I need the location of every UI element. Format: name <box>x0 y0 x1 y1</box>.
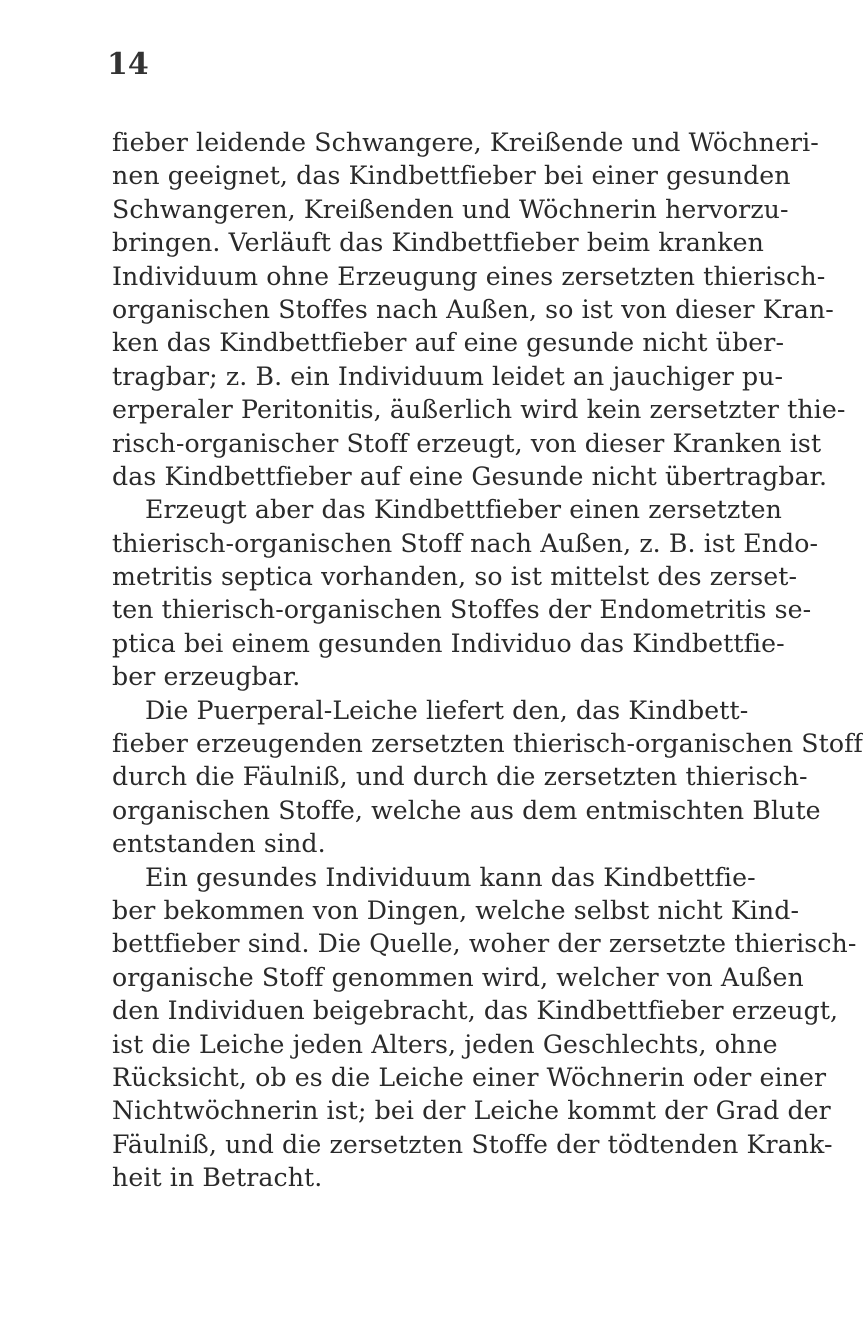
text-line: nen geeignet, das Kindbettfieber bei einer gesunden <box>112 161 791 191</box>
text-line: organischen Stoffe, welche aus dem entmischten Blute <box>112 795 821 825</box>
text-line: Rücksicht, ob es die Leiche einer Wöchnerin oder einer <box>112 1062 827 1092</box>
text-line: das Kindbettfieber auf eine Gesunde nicht übertragbar. <box>112 461 828 491</box>
text-line: ken das Kindbettfieber auf eine gesunde nicht über- <box>112 328 785 358</box>
body-text <box>112 126 863 1195</box>
text-line: risch-organischer Stoff erzeugt, von dieser Kranken ist <box>112 428 822 458</box>
text-line: fieber erzeugenden zersetzten thierisch-organischen Stoff <box>112 729 863 759</box>
text-line: ptica bei einem gesunden Individuo das Kindbettfie- <box>112 628 785 658</box>
text-line: Schwangeren, Kreißenden und Wöchnerin hervorzu- <box>112 194 789 224</box>
text-line: metritis septica vorhanden, so ist mittelst des zerset- <box>112 562 798 592</box>
page-number: 14 <box>107 47 149 82</box>
text-line: organischen Stoffes nach Außen, so ist von dieser Kran- <box>112 294 834 324</box>
text-line: ten thierisch-organischen Stoffes der Endometritis se- <box>112 595 812 625</box>
text-line: Ein gesundes Individuum kann das Kindbettfie- <box>145 862 756 892</box>
text-line: ber bekommen von Dingen, welche selbst nicht Kind- <box>112 895 800 925</box>
text-line: fieber leidende Schwangere, Kreißende und Wöchneri- <box>112 128 819 157</box>
text-line: durch die Fäulniß, und durch die zersetzten thierisch- <box>112 762 808 792</box>
text-line: thierisch-organischen Stoff nach Außen, z. B. ist Endo- <box>112 528 819 558</box>
text-line: entstanden sind. <box>112 829 326 859</box>
text-line: bringen. Verläuft das Kindbettfieber beim kranken <box>112 228 765 258</box>
text-line: Die Puerperal-Leiche liefert den, das Kindbett- <box>145 695 749 725</box>
text-line: Nichtwöchnerin ist; bei der Leiche kommt der Grad der <box>112 1096 831 1126</box>
text-line: den Individuen beigebracht, das Kindbettfieber erzeugt, <box>112 996 839 1026</box>
text-line: Individuum ohne Erzeugung eines zersetzten thierisch- <box>112 261 826 291</box>
text-line: organische Stoff genommen wird, welcher von Außen <box>112 962 804 992</box>
text-line: Fäulniß, und die zersetzten Stoffe der tödtenden Krank- <box>112 1129 833 1159</box>
text-line: ist die Leiche jeden Alters, jeden Geschlechts, ohne <box>112 1029 778 1059</box>
text-line: erperaler Peritonitis, äußerlich wird kein zersetzter thie- <box>112 395 846 425</box>
text-line: Erzeugt aber das Kindbettfieber einen zersetzten <box>145 495 782 525</box>
text-line: tragbar; z. B. ein Individuum leidet an jauchiger pu- <box>112 361 784 391</box>
text-line: heit in Betracht. <box>112 1163 323 1193</box>
text-line: bettfieber sind. Die Quelle, woher der zersetzte thierisch- <box>112 929 857 959</box>
text-line: ber erzeugbar. <box>112 662 301 692</box>
